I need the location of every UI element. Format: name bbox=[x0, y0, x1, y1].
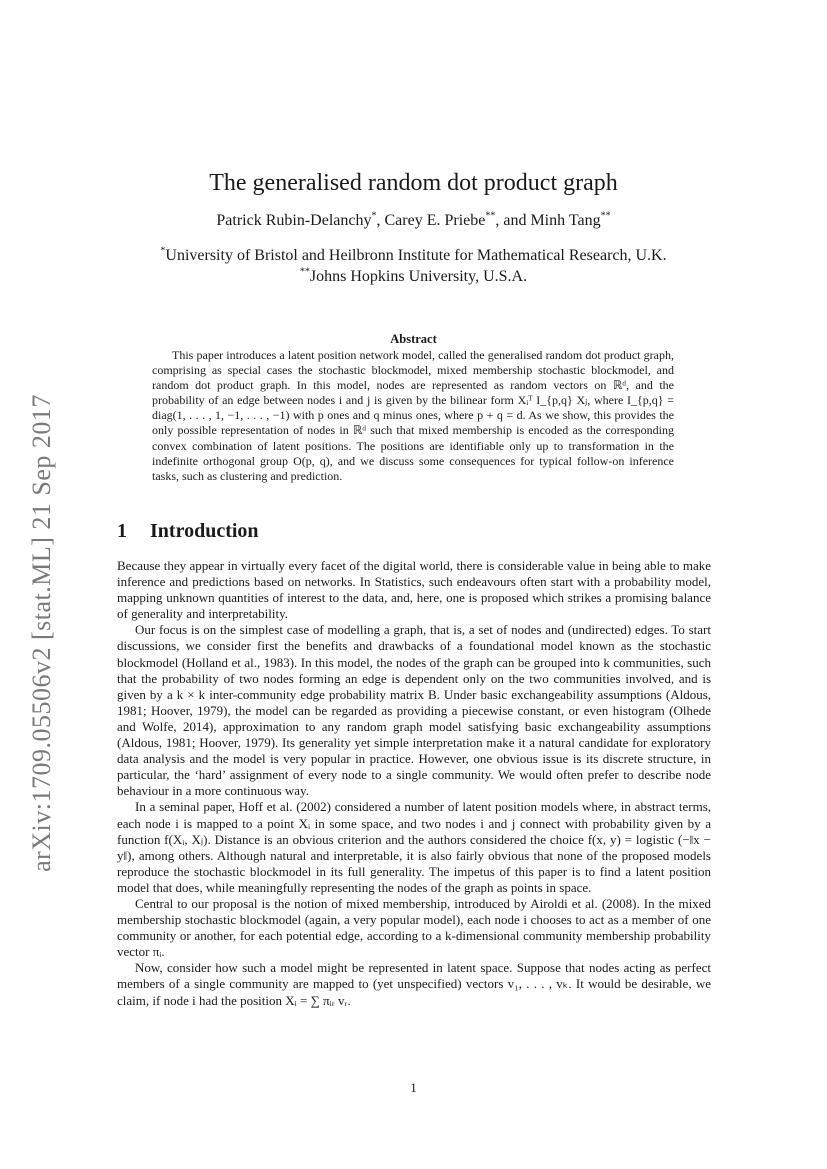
body-text bbox=[117, 558, 711, 1009]
affiliation-mark: * bbox=[371, 210, 377, 222]
author-separator: , bbox=[376, 212, 385, 229]
arxiv-identifier[interactable]: arXiv:1709.05506v2 [stat.ML] 21 Sep 2017 bbox=[27, 393, 56, 872]
section-title: Introduction bbox=[150, 520, 259, 542]
abstract-heading: Abstract bbox=[390, 332, 437, 346]
section-heading bbox=[117, 520, 259, 543]
affiliation-mark: ** bbox=[600, 210, 611, 222]
affiliation-mark: ** bbox=[299, 266, 310, 278]
affiliation-line bbox=[0, 247, 827, 265]
affiliation-line bbox=[0, 268, 827, 286]
abstract-body bbox=[152, 348, 674, 484]
arxiv-side-stamp bbox=[22, 355, 62, 910]
abstract-text: This paper introduces a latent position network model, called the generalised random dot product graph, comprising as special cases the stochastic blockmodel, mixed membership stochastic blockmodel, and random dot product graph. In this model, nodes are represented as random vectors on ℝᵈ, and the probability of an edge between nodes i and j is given by the bilinear form Xᵢᵀ I_{p,q} Xⱼ, where I_{p,q} = diag(1, . . . , 1, −1, . . . , −1) with p ones and q minus ones, where p + q = d. As we show, this provides the only possible representation of nodes in ℝᵈ such that mixed membership is encoded as the corresponding convex combination of latent positions. The positions are identifiable only up to transformation in the indefinite orthogonal group O(p, q), and we discuss some consequences for typical follow-on inference tasks, such as clustering and prediction. bbox=[152, 348, 674, 483]
paragraph: Now, consider how such a model might be represented in latent space. Suppose that nodes acting as perfect members of a single community are mapped to (yet unspecified) vectors v₁, . . . , vₖ. It would be desirable, we claim, if node i had the position Xᵢ = ∑ πᵢᵣ vᵣ. bbox=[117, 960, 711, 1008]
page-number: 1 bbox=[410, 1080, 417, 1095]
section-number: 1 bbox=[117, 520, 127, 542]
author-name: Minh Tang bbox=[530, 212, 601, 229]
affiliation-text: Johns Hopkins University, U.S.A. bbox=[309, 268, 528, 285]
author-name: Patrick Rubin-Delanchy bbox=[216, 212, 372, 229]
author-list bbox=[0, 212, 827, 230]
paragraph: Central to our proposal is the notion of mixed membership, introduced by Airoldi et al. (2008). In the mixed membership stochastic blockmodel (again, a very popular model), each node i chooses to act as a member of one community or another, for each potential edge, according to a k-dimensional community membership probability vector πᵢ. bbox=[117, 895, 711, 960]
paragraph: Because they appear in virtually every facet of the digital world, there is considerable value in being able to make inference and predictions based on networks. In Statistics, such endeavours often start with a probability model, mapping unknown quantities of interest to the data, and, here, one is proposed which strikes a promising balance of generality and interpretability. bbox=[117, 558, 711, 622]
paragraph: In a seminal paper, Hoff et al. (2002) considered a number of latent position models where, in abstract terms, each node i is mapped to a point Xᵢ in some space, and two nodes i and j connect with probability given by a function f(Xᵢ, Xⱼ). Distance is an obvious criterion and the authors considered the choice f(x, y) = logistic (−‖x − y‖), among others. Although natural and interpretable, it is also fairly obvious that none of the proposed models reproduce the stochastic blockmodel in its full generality. The impetus of this paper is to find a latent position model that does, while meaningfully representing the nodes of the graph as points in space. bbox=[117, 799, 711, 895]
author-separator: , and bbox=[495, 212, 531, 229]
affiliation-mark: * bbox=[160, 245, 166, 257]
affiliation-text: University of Bristol and Heilbronn Institute for Mathematical Research, U.K. bbox=[165, 247, 667, 264]
affiliation-mark: ** bbox=[485, 210, 496, 222]
paper-title: The generalised random dot product graph bbox=[209, 170, 618, 196]
author-name: Carey E. Priebe bbox=[384, 212, 486, 229]
paragraph: Our focus is on the simplest case of modelling a graph, that is, a set of nodes and (undirected) edges. To start discussions, we consider first the benefits and drawbacks of a foundational model known as the stochastic blockmodel (Holland et al., 1983). In this model, the nodes of the graph can be grouped into k communities, such that the probability of two nodes forming an edge is dependent only on the two communities involved, and is given by a k × k inter-community edge probability matrix B. Under basic exchangeability assumptions (Aldous, 1981; Hoover, 1979), the model can be regarded as providing a piecewise constant, or even histogram (Olhede and Wolfe, 2014), approximation to any random graph model satisfying basic exchangeability assumptions (Aldous, 1981; Hoover, 1979). Its generality yet simple interpretation make it a natural candidate for exploratory data analysis and the model is very popular in practice. However, one obvious issue is its discrete structure, in particular, the ‘hard’ assignment of every node to a single community. We would often prefer to describe node behaviour in a more continuous way. bbox=[117, 622, 711, 799]
